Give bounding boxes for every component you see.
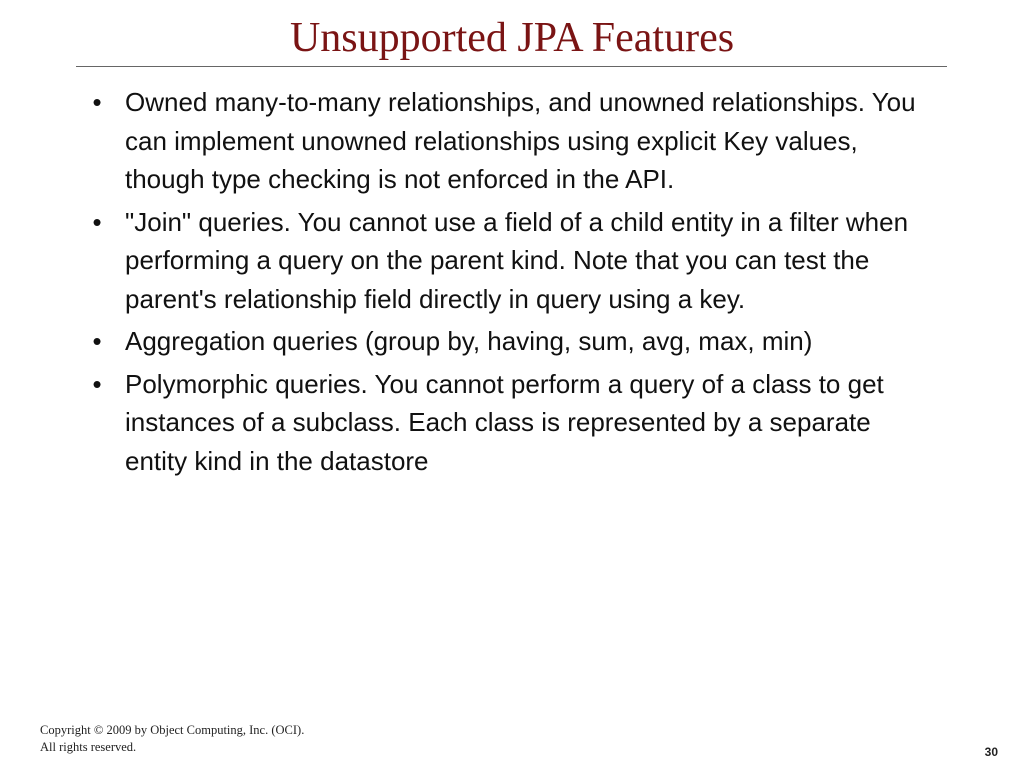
bullet-text: "Join" queries. You cannot use a field of a child entity in a filter when performing a query on the parent kind. Note that you can test the parent's relationship field directly in query using a key. bbox=[125, 206, 909, 314]
copyright-line: Copyright © 2009 by Object Computing, Inc. (OCI). bbox=[40, 723, 305, 737]
bullet-text: Polymorphic queries. You cannot perform a query of a class to get instances of a subclass. Each class is represented by a separate entity kind in the datastore bbox=[125, 368, 884, 476]
bullet-item bbox=[92, 365, 925, 481]
page-number: 30 bbox=[984, 745, 998, 759]
bullet-item bbox=[92, 203, 925, 319]
copyright-notice bbox=[40, 722, 304, 756]
bullet-list bbox=[92, 83, 925, 484]
title-divider bbox=[76, 66, 947, 67]
slide-title: Unsupported JPA Features bbox=[289, 15, 735, 61]
rights-line: All rights reserved. bbox=[40, 740, 137, 754]
bullet-dot-icon: • bbox=[92, 87, 102, 117]
bullet-dot-icon: • bbox=[92, 326, 102, 356]
bullet-dot-icon: • bbox=[92, 368, 102, 399]
bullet-text: Aggregation queries (group by, having, sum, avg, max, min) bbox=[125, 326, 813, 356]
bullet-item bbox=[92, 83, 925, 199]
bullet-text: Owned many-to-many relationships, and unowned relationships. You can implement unowned relationships using explicit Key values, though type checking is not enforced in the API. bbox=[125, 87, 916, 194]
bullet-dot-icon: • bbox=[92, 206, 102, 237]
bullet-item bbox=[92, 322, 925, 361]
